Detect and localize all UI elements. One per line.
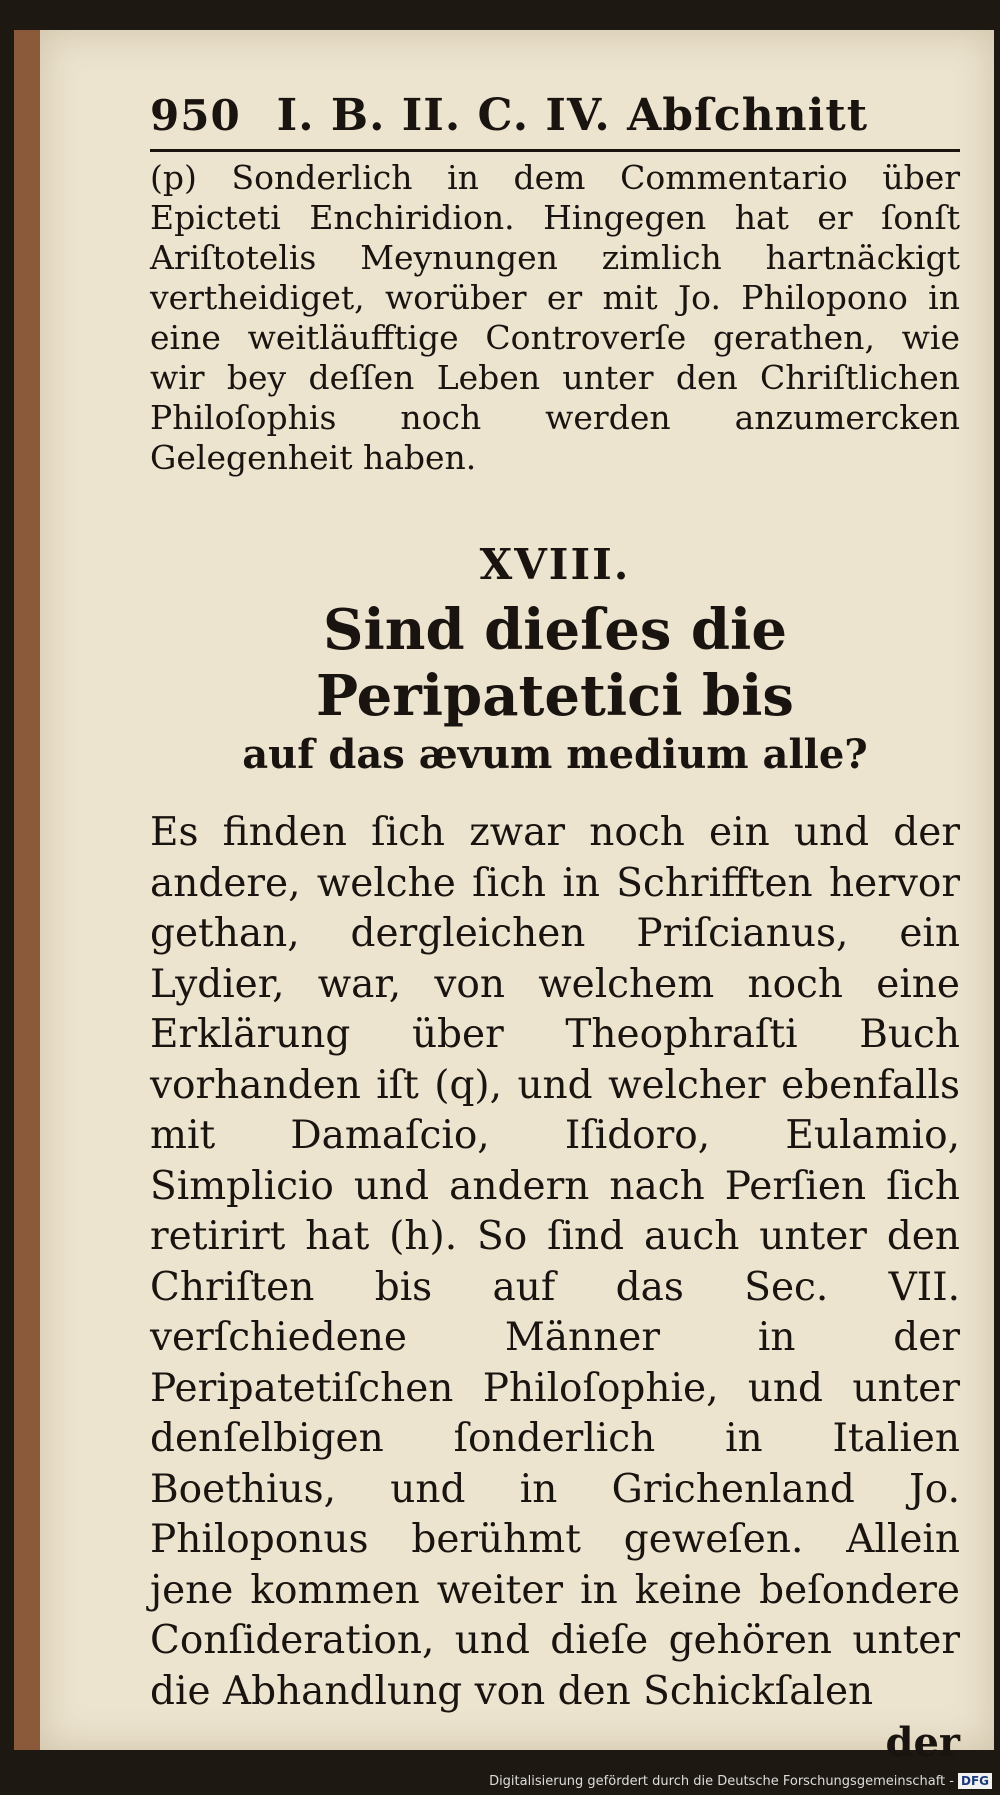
running-head <box>150 90 960 152</box>
catchword: der <box>885 1719 960 1766</box>
running-head-title: I. B. II. C. IV. Abſchnitt <box>276 90 869 141</box>
section-number: XVIII. <box>479 540 631 589</box>
credit-text: Digitalisierung gefördert durch die Deutsche Forschungsgemeinschaft - <box>489 1773 954 1789</box>
section-subtitle: auf das ævum medium alle? <box>242 731 868 778</box>
book-page <box>14 30 994 1766</box>
section-title: Sind dieſes die Peripatetici bis <box>316 597 794 729</box>
page-number: 950 <box>150 91 241 140</box>
page-content <box>150 90 960 1766</box>
footnote-p: (p) Sonderlich in dem Commentario über Epicteti Enchiridion. Hingegen hat er ſonſt Ariſtotelis Meynungen zimlich hartnäckigt vertheidiget, worüber er mit Jo. Philopono in eine weitläufftige Controverſe gerathen, wie wir bey deſſen Leben unter den Chriſtlichen Philoſophis noch werden anzumercken Gelegenheit haben. <box>150 158 960 477</box>
dfg-logo: DFG <box>958 1773 992 1789</box>
body-paragraph: Es finden ſich zwar noch ein und der andere, welche ſich in Schrifften hervor gethan, dergleichen Priſcianus, ein Lydier, war, von welchem noch eine Erklärung über Theophraſti Buch vorhanden iſt (q), und welcher ebenfalls mit Damaſcio, Iſidoro, Eulamio, Simplicio und andern nach Perſien ſich retirirt hat (h). So ſind auch unter den Chriſten bis auf das Sec. VII. verſchiedene Männer in der Peripatetiſchen Philoſophie, und unter denſelbigen ſonderlich in Italien Boethius, und in Grichenland Jo. Philoponus berühmt geweſen. Allein jene kommen weiter in keine beſondere Conſideration, und dieſe gehören unter die Abhandlung von den Schickſalen <box>150 810 960 1714</box>
digitization-credit <box>489 1773 992 1789</box>
